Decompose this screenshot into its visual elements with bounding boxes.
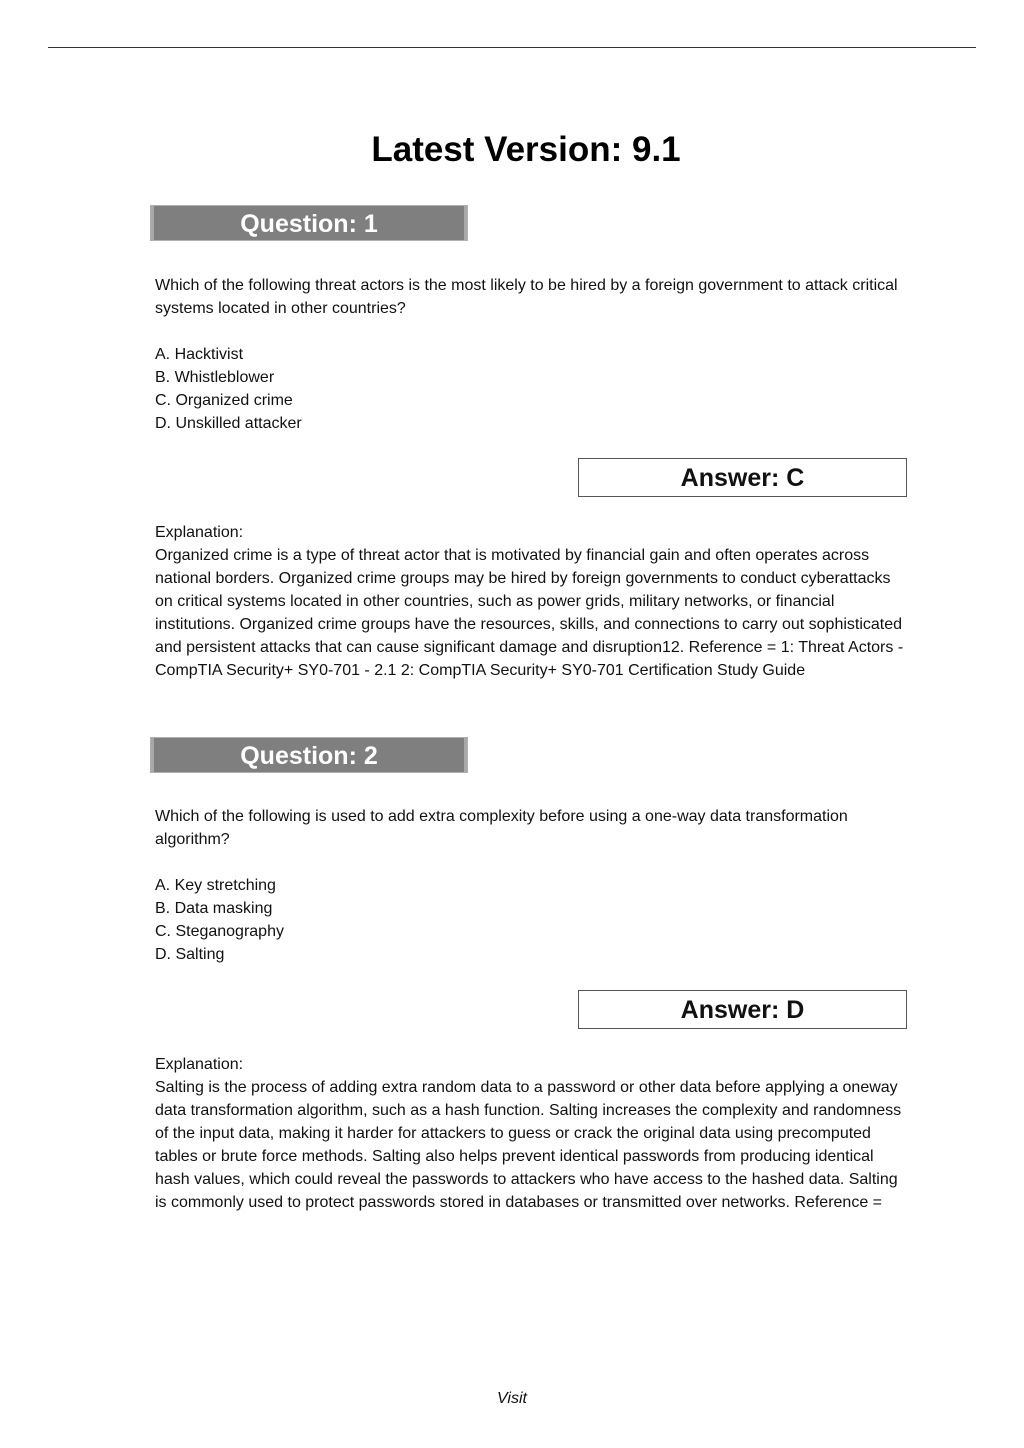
- question-2-option-d: D. Salting: [155, 946, 225, 963]
- question-1-explanation-label: Explanation:: [155, 524, 244, 541]
- question-1-option-a: A. Hacktivist: [155, 346, 244, 363]
- question-1-options: [155, 343, 905, 435]
- question-2-explanation-label: Explanation:: [155, 1056, 244, 1073]
- question-1-explanation: [155, 521, 905, 682]
- question-2-explanation: [155, 1053, 905, 1214]
- question-1-prompt: [155, 274, 905, 320]
- question-1-option-c: C. Organized crime: [155, 392, 293, 409]
- question-1-text: Which of the following threat actors is the most likely to be hired by a foreign government to attack critical systems located in other countries?: [155, 277, 898, 317]
- footer-visit-text: Visit: [497, 1390, 527, 1407]
- question-2-explanation-text: Salting is the process of adding extra random data to a password or other data before applying a oneway data transformation algorithm, such as a hash function. Salting increases the complexity and randomness of the input data, making it harder for attackers to guess or crack the original data using precomputed tables or brute force methods. Salting also helps prevent identical passwords from producing identical hash values, which could reveal the passwords to attackers who have access to the hashed data. Salting is commonly used to protect passwords stored in databases or transmitted over networks. Reference =: [155, 1079, 902, 1211]
- question-1-option-b: B. Whistleblower: [155, 369, 275, 386]
- question-1-explanation-text: Organized crime is a type of threat actor that is motivated by financial gain and often operates across national borders. Organized crime groups may be hired by foreign governments to conduct cyberattacks on critical systems located in other countries, such as power grids, military networks, or financial institutions. Organized crime groups have the resources, skills, and connections to carry out sophisticated and persistent attacks that can cause significant damage and disruption12. Reference = 1: Threat Actors - CompTIA Security+ SY0-701 - 2.1 2: CompTIA Security+ SY0-701 Certification Study Guide: [155, 547, 904, 679]
- question-1-answer: Answer: C: [578, 458, 907, 497]
- question-2-option-b: B. Data masking: [155, 900, 273, 917]
- question-2-answer: Answer: D: [578, 990, 907, 1029]
- question-1-option-d: D. Unskilled attacker: [155, 415, 302, 432]
- question-2-banner: Question: 2: [150, 737, 468, 773]
- question-2-option-c: C. Steganography: [155, 923, 284, 940]
- header-rule: [48, 47, 976, 48]
- question-2-option-a: A. Key stretching: [155, 877, 276, 894]
- question-2-options: [155, 874, 905, 966]
- question-2-prompt: [155, 805, 905, 851]
- page-title: Latest Version: 9.1: [371, 130, 681, 169]
- question-2-text: Which of the following is used to add extra complexity before using a one-way data transformation algorithm?: [155, 808, 848, 848]
- question-1-banner: Question: 1: [150, 205, 468, 241]
